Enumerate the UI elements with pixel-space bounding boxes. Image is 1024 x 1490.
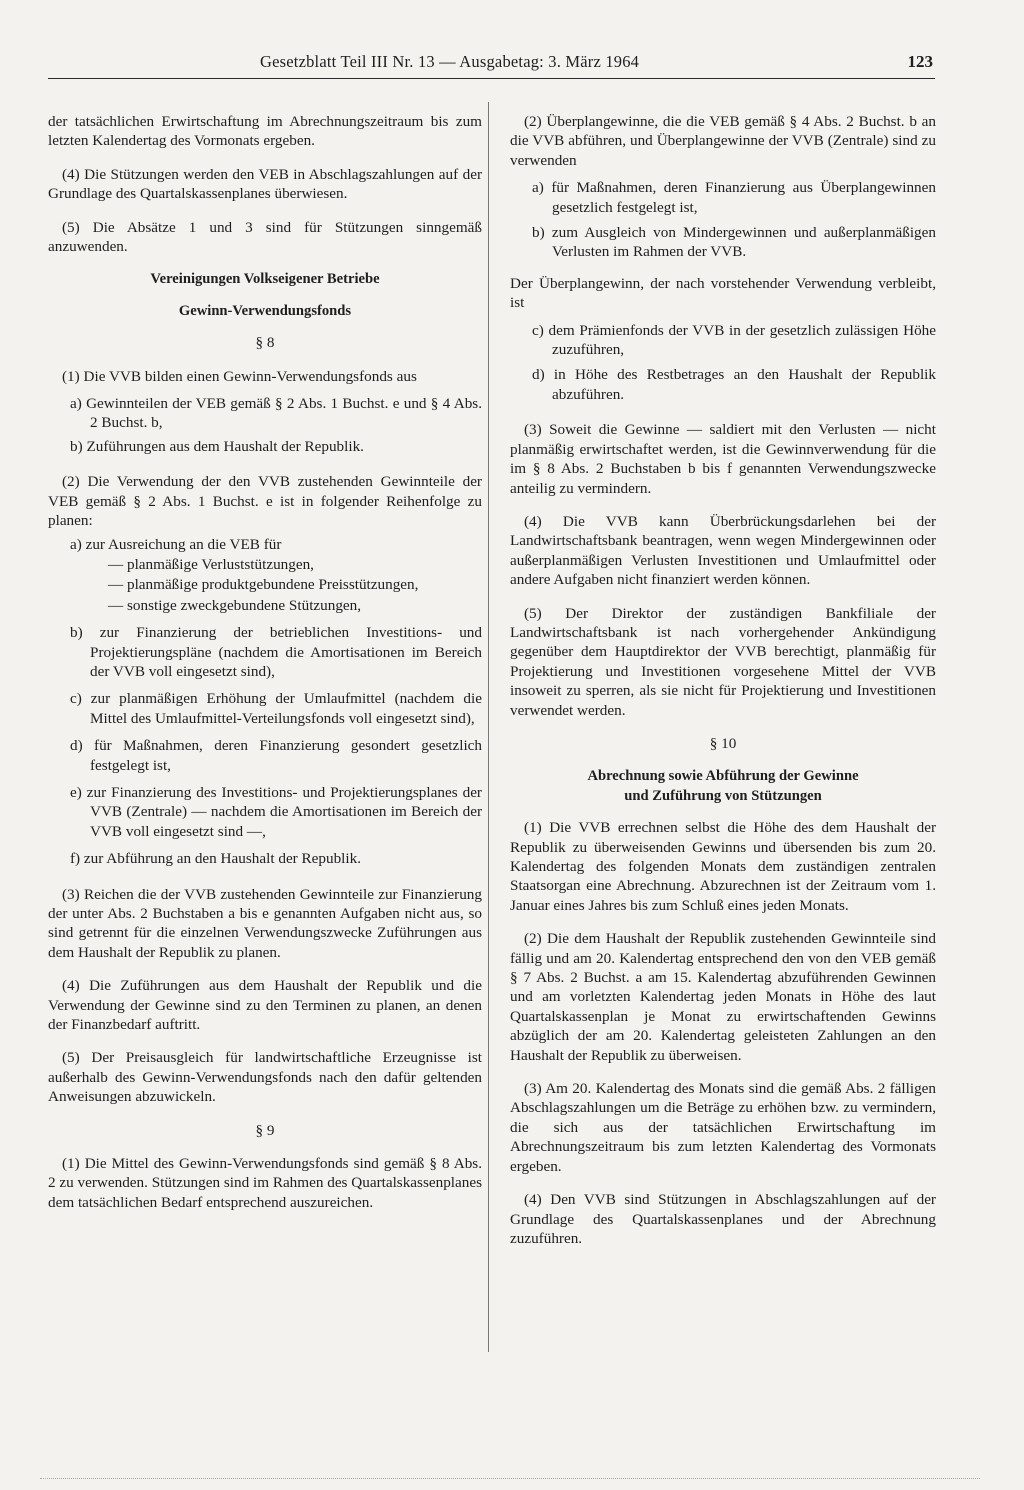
paragraph: der tatsächlichen Erwirtschaftung im Abrechnungszeitraum bis zum letzten Kalendertag des Vormonats ergeben. (48, 113, 482, 150)
section-subheading: und Zuführung von Stützungen (624, 787, 822, 804)
paragraph: (3) Reichen die der VVB zustehenden Gewinnteile zur Finanzierung der unter Abs. 2 Buchstaben a bis e genannten Aufgaben nicht aus, so sind getrennt für die einzelnen Verwendungszwecke Zuführungen aus dem Haushalt der Republik zu planen. (48, 885, 482, 961)
column-divider (488, 102, 489, 1352)
page-header (48, 52, 933, 78)
section-number: § 10 (709, 734, 737, 752)
section-number: § 9 (255, 1121, 275, 1139)
list-item: a) Gewinnteilen der VEB gemäß § 2 Abs. 1 Buchst. e und § 4 Abs. 2 Buchst. b, (70, 395, 482, 432)
list-item: f) zur Abführung an den Haushalt der Republik. (70, 850, 362, 868)
list-item: a) zur Ausreichung an die VEB für (70, 535, 282, 553)
gazette-title: Gesetzblatt Teil III Nr. 13 — Ausgabetag: 3. März 1964 (260, 52, 640, 71)
section-number: § 8 (255, 334, 275, 352)
list-subitem: — planmäßige produktgebundene Preisstützungen, (108, 576, 419, 594)
list-item: e) zur Finanzierung des Investitions- und Projektierungsplanes der VVB (Zentrale) — nachdem die Amortisationen im Bereich der VVB voll eingesetzt sind —, (70, 783, 482, 840)
list-item: d) für Maßnahmen, deren Finanzierung gesondert gesetzlich festgelegt ist, (70, 737, 482, 774)
paragraph: (4) Den VVB sind Stützungen in Abschlagszahlungen auf der Grundlage des Quartalskassenplanes und der Abrechnung zuzuführen. (510, 1191, 936, 1247)
paragraph: (3) Am 20. Kalendertag des Monats sind die gemäß Abs. 2 fälligen Abschlagszahlungen um die Beträge zu erhöhen bzw. zu vermindern, die sich aus der tatsächlichen Erwirtschaftung im Abrechnungszeitraum bis zum letzten Kalendertag des Vormonats ergeben. (510, 1080, 936, 1175)
paragraph: (2) Überplangewinne, die die VEB gemäß § 4 Abs. 2 Buchst. b an die VVB abführen, und Überplangewinne der VVB (Zentrale) sind zu verwenden (510, 113, 936, 169)
list-item: a) für Maßnahmen, deren Finanzierung aus Überplangewinnen gesetzlich festgelegt ist, (532, 179, 936, 216)
paragraph: (1) Die Mittel des Gewinn-Verwendungsfonds sind gemäß § 8 Abs. 2 zu verwenden. Stützungen sind im Rahmen des Quartalskassenplanes dem tatsächlichen Bedarf entsprechend auszureichen. (48, 1155, 483, 1211)
paragraph: Der Überplangewinn, der nach vorstehender Verwendung verbleibt, ist (510, 274, 936, 312)
section-heading: Vereinigungen Volkseigener Betriebe (150, 271, 380, 288)
list-item: b) zur Finanzierung der betrieblichen Investitions- und Projektierungspläne (nachdem die Amortisationen im Bereich der VVB voll eingesetzt sind), (70, 624, 482, 680)
page-number: 123 (907, 52, 933, 71)
paragraph: (5) Die Absätze 1 und 3 sind für Stützungen sinngemäß anzuwenden. (48, 218, 482, 256)
list-subitem: — sonstige zweckgebundene Stützungen, (108, 596, 362, 614)
right-column (510, 112, 936, 1262)
paragraph: (4) Die VVB kann Überbrückungsdarlehen bei der Landwirtschaftsbank beantragen, wenn wegen Mindergewinnen oder außerplanmäßigen Verlusten Investitionen und Umlaufmittel oder andere Aufgaben nicht finanziert werden können. (510, 512, 936, 589)
paragraph: (3) Soweit die Gewinne — saldiert mit den Verlusten — nicht planmäßig erwirtschaftet werden, ist die Gewinnverwendung für die im § 8 Abs. 2 Buchstaben b bis f genannten Verwendungszwecke anteilig zu vermindern. (510, 421, 936, 497)
section-subheading: Gewinn-Verwendungsfonds (178, 302, 352, 319)
list-item: c) zur planmäßigen Erhöhung der Umlaufmittel (nachdem die Mittel des Umlaufmittel-Verteilungsfonds voll eingesetzt sind), (70, 690, 482, 727)
paragraph: (2) Die Verwendung der den VVB zustehenden Gewinnteile der VEB gemäß § 2 Abs. 1 Buchst. e ist in folgender Reihenfolge zu planen: (48, 473, 482, 530)
list-item: c) dem Prämienfonds der VVB in der gesetzlich zulässigen Höhe zuzuführen, (532, 321, 936, 359)
section-heading: Abrechnung sowie Abführung der Gewinne (587, 768, 859, 785)
paragraph: (1) Die VVB bilden einen Gewinn-Verwendungsfonds aus (62, 367, 417, 385)
list-item: d) in Höhe des Restbetrages an den Haushalt der Republik abzuführen. (532, 366, 936, 403)
bottom-edge-mark (40, 1478, 980, 1479)
paragraph: (2) Die dem Haushalt der Republik zustehenden Gewinnteile sind fällig und am 20. Kalendertag entsprechend den von den VEB gemäß § 7 Abs. 2 Buchst. a am 15. Kalendertag abzuführenden Gewinnen und am vorletzten Kalendertag jeden Monats in Höhe des laut Quartalskassenplan je Monat zu erwirtschaftenden Gewinns abzüglich der am 20. Kalendertag geleisteten Zahlungen an den Haushalt der Republik zu überweisen. (510, 930, 936, 1064)
paragraph: (4) Die Stützungen werden den VEB in Abschlagszahlungen auf der Grundlage des Quartalskassenplanes überwiesen. (48, 165, 482, 203)
list-item: b) Zuführungen aus dem Haushalt der Republik. (70, 437, 364, 455)
paragraph: (4) Die Zuführungen aus dem Haushalt der Republik und die Verwendung der Gewinne sind zu den Terminen zu planen, an denen der Finanzbedarf auftritt. (48, 977, 482, 1034)
left-column (48, 112, 482, 1226)
paragraph: (5) Der Preisausgleich für landwirtschaftliche Erzeugnisse ist außerhalb des Gewinn-Verwendungsfonds nach den dafür geltenden Anweisungen abzuwickeln. (48, 1049, 482, 1106)
list-subitem: — planmäßige Verluststützungen, (108, 555, 314, 573)
list-item: b) zum Ausgleich von Mindergewinnen und außerplanmäßigen Verlusten im Rahmen der VVB. (532, 224, 936, 261)
header-rule (48, 78, 935, 79)
paragraph: (1) Die VVB errechnen selbst die Höhe des dem Haushalt der Republik zu überweisenden Gewinns und übersenden bis zum 20. Kalendertag des folgenden Monats dem zuständigen zentralen Staatsorgan eine Abrechnung. Abzurechnen ist der Zeitraum vom 1. Januar eines Jahres bis zum Schluß eines jeden Monats. (510, 819, 936, 914)
paragraph: (5) Der Direktor der zuständigen Bankfiliale der Landwirtschaftsbank ist nach vorhergehender Ankündigung gegenüber dem Hauptdirektor der VVB berechtigt, planmäßig für Projektierung und Investitionen vorgesehene Mittel der VVB insoweit zu sperren, als sie nicht für Projektierung und Investitionen verwendet werden. (510, 604, 936, 719)
